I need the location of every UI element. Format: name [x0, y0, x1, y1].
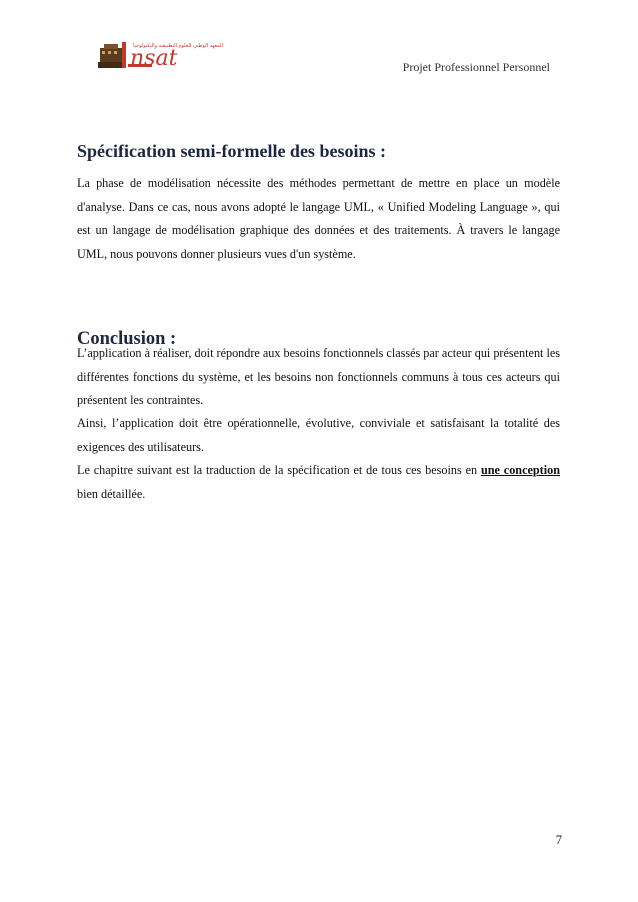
svg-text:المعهد الوطني للعلوم التطبيقية: المعهد الوطني للعلوم التطبيقية والتكنولوجيا [133, 43, 223, 49]
paragraph-conclusion-3-start: Le chapitre suivant est la traduction de la spécification et de tous ces besoins en [77, 463, 481, 477]
insat-logo [98, 38, 223, 72]
paragraph-conclusion-3 [77, 459, 560, 506]
header-title: Projet Professionnel Personnel [402, 60, 550, 74]
page-number: 7 [555, 833, 562, 847]
paragraph-conclusion-2: Ainsi, l’application doit être opérationnelle, évolutive, conviviale et satisfaisant la totalité des exigences des utilisateurs. [77, 416, 560, 454]
svg-text:nsat: nsat [130, 46, 178, 71]
paragraph-conclusion-3-end: bien détaillée. [77, 486, 146, 501]
emphasis-une-conception: une conception [480, 463, 560, 477]
section-heading-conclusion: Conclusion : [77, 329, 177, 350]
section-heading-specification: Spécification semi-formelle des besoins : [77, 140, 386, 161]
paragraph-specification: La phase de modélisation nécessite des méthodes permettant de mettre en place un modèle d'analyse. Dans ce cas, nous avons adopté le langage UML, « Unified Modeling Language », qui est un langage de modélisation graphique des données et des traitements. À travers le langage UML, nous pouvons donner plusieurs vues d'un système. [77, 176, 560, 261]
paragraph-conclusion-1: L’application à réaliser, doit répondre aux besoins fonctionnels classés par acteur qui présentent les différentes fonctions du système, et les besoins non fonctionnels communs à tous ces acteurs qui présentent les contraintes. [77, 346, 561, 408]
